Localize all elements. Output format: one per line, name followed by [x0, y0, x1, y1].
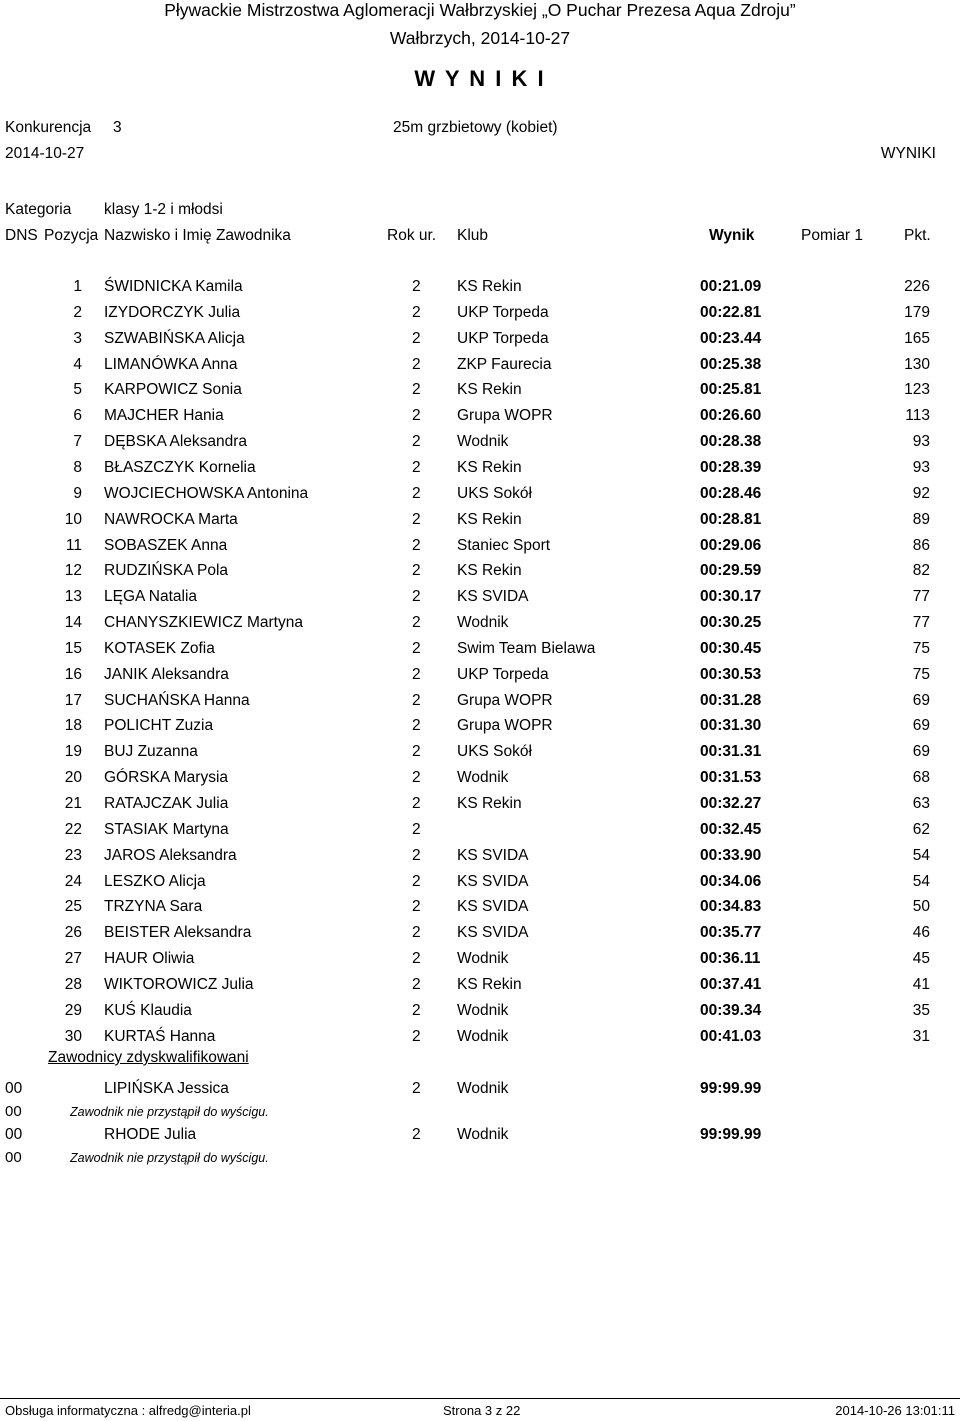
row-year: 2: [412, 329, 421, 347]
row-name: TRZYNA Sara: [104, 898, 203, 916]
row-club: Wodnik: [457, 1027, 509, 1045]
table-row: [0, 304, 960, 330]
row-result: 00:31.31: [700, 743, 762, 761]
row-year: 2: [412, 536, 421, 554]
row-name: JAROS Aleksandra: [104, 846, 237, 864]
table-row: [0, 976, 960, 1002]
dq-name: LIPIŃSKA Jessica: [104, 1080, 229, 1097]
row-club: Staniec Sport: [457, 536, 551, 554]
row-points: 54: [912, 846, 930, 864]
row-club: Wodnik: [457, 614, 509, 632]
row-name: KARPOWICZ Sonia: [104, 381, 242, 399]
dq-year: 2: [412, 1126, 421, 1143]
row-year: 2: [412, 846, 421, 864]
row-result: 00:35.77: [700, 924, 762, 942]
row-points: 54: [912, 872, 930, 890]
category-value: klasy 1-2 i młodsi: [104, 201, 223, 218]
row-year: 2: [412, 769, 421, 787]
row-position: 29: [64, 1001, 82, 1019]
row-position: 26: [64, 924, 82, 942]
row-club: ZKP Faurecia: [457, 355, 552, 373]
row-position: 14: [64, 614, 82, 632]
row-points: 89: [912, 510, 930, 528]
row-year: 2: [412, 795, 421, 812]
row-result: 00:37.41: [700, 975, 762, 993]
row-year: 2: [412, 743, 421, 761]
row-points: 179: [904, 303, 930, 321]
table-row: [0, 769, 960, 795]
row-name: KUŚ Klaudia: [104, 1001, 192, 1019]
table-row: [0, 666, 960, 692]
row-name: IZYDORCZYK Julia: [104, 303, 241, 321]
col-points: Pkt.: [904, 227, 931, 244]
row-position: 15: [64, 639, 82, 657]
row-name: RUDZIŃSKA Pola: [104, 562, 229, 580]
row-year: 2: [412, 484, 421, 502]
row-points: 86: [912, 536, 930, 554]
row-club: Swim Team Bielawa: [457, 639, 596, 657]
row-name: SZWABIŃSKA Alicja: [104, 329, 245, 347]
row-points: 62: [912, 820, 930, 838]
col-name: Nazwisko i Imię Zawodnika: [104, 227, 291, 244]
row-club: KS Rekin: [457, 562, 522, 580]
table-row: [0, 821, 960, 847]
row-result: 00:30.45: [700, 639, 762, 657]
row-points: 165: [904, 329, 930, 347]
row-result: 00:21.09: [700, 278, 762, 295]
row-position: 25: [64, 898, 82, 916]
row-result: 00:25.38: [700, 355, 762, 373]
row-name: DĘBSKA Aleksandra: [104, 433, 248, 451]
table-row: [0, 537, 960, 563]
table-row: [0, 588, 960, 614]
row-club: Wodnik: [457, 433, 509, 451]
row-position: 9: [73, 484, 82, 502]
row-result: 00:33.90: [700, 846, 762, 864]
col-dns: DNS: [5, 227, 38, 244]
row-result: 00:22.81: [700, 303, 762, 321]
table-row: [0, 511, 960, 537]
row-points: 82: [912, 562, 930, 580]
row-club: KS SVIDA: [457, 898, 529, 916]
row-points: 77: [912, 614, 930, 632]
location-date: Wałbrzych, 2014-10-27: [389, 28, 571, 48]
row-result: 00:23.44: [700, 329, 762, 347]
row-club: UKS Sokół: [457, 743, 532, 761]
row-name: SUCHAŃSKA Hanna: [104, 691, 250, 709]
table-row: [0, 381, 960, 407]
footer-divider: [0, 1398, 960, 1399]
row-position: 24: [64, 872, 82, 890]
row-points: 50: [912, 898, 930, 916]
row-result: 00:26.60: [700, 407, 762, 425]
row-name: JANIK Aleksandra: [104, 665, 229, 683]
row-club: Wodnik: [457, 1001, 509, 1019]
row-result: 00:28.38: [700, 433, 762, 451]
row-points: 35: [912, 1001, 930, 1019]
row-name: RATAJCZAK Julia: [104, 795, 229, 812]
row-position: 6: [73, 407, 82, 425]
table-row: [0, 485, 960, 511]
row-name: BŁASZCZYK Kornelia: [104, 458, 256, 476]
table-row: [0, 692, 960, 718]
row-year: 2: [412, 278, 421, 295]
row-year: 2: [412, 355, 421, 373]
row-name: HAUR Oliwia: [104, 950, 195, 968]
row-club: KS SVIDA: [457, 588, 529, 606]
row-position: 11: [65, 536, 82, 554]
row-points: 130: [904, 355, 930, 373]
row-points: 41: [912, 975, 930, 993]
row-name: WOJCIECHOWSKA Antonina: [104, 484, 309, 502]
row-year: 2: [412, 950, 421, 968]
row-club: Wodnik: [457, 950, 509, 968]
table-row: [0, 873, 960, 899]
col-result: Wynik: [709, 227, 755, 244]
table-row: [0, 356, 960, 382]
dq-note-code: 00: [5, 1103, 22, 1120]
row-position: 17: [64, 691, 82, 709]
row-result: 00:41.03: [700, 1027, 762, 1045]
row-year: 2: [412, 924, 421, 942]
row-name: LESZKO Alicja: [104, 872, 206, 890]
row-position: 3: [73, 329, 82, 347]
row-points: 31: [912, 1027, 930, 1045]
row-result: 00:28.46: [700, 484, 762, 502]
footer-credit: Obsługa informatyczna : alfredg@interia.pl: [5, 1403, 251, 1418]
row-points: 63: [912, 795, 930, 812]
row-result: 00:34.83: [700, 898, 762, 916]
row-points: 77: [912, 588, 930, 606]
row-year: 2: [412, 898, 421, 916]
dq-name: RHODE Julia: [104, 1126, 197, 1143]
table-row: [0, 717, 960, 743]
row-result: 00:30.25: [700, 614, 762, 632]
row-points: 93: [912, 433, 930, 451]
dq-code: 00: [5, 1126, 23, 1143]
row-year: 2: [412, 717, 421, 735]
row-club: Grupa WOPR: [457, 717, 553, 735]
row-club: Wodnik: [457, 769, 509, 787]
row-club: KS Rekin: [457, 381, 522, 399]
col-year: Rok ur.: [387, 227, 437, 244]
row-points: 92: [912, 484, 930, 502]
table-row: [0, 614, 960, 640]
table-row: [0, 640, 960, 666]
row-name: POLICHT Zuzia: [104, 717, 214, 735]
row-position: 10: [64, 510, 82, 528]
row-position: 19: [64, 743, 82, 761]
row-points: 123: [904, 381, 930, 399]
dq-time: 99:99.99: [700, 1080, 762, 1097]
row-position: 28: [64, 975, 82, 993]
row-club: UKP Torpeda: [457, 303, 549, 321]
row-year: 2: [412, 614, 421, 632]
row-result: 00:36.11: [700, 950, 761, 968]
row-result: 00:28.81: [700, 510, 762, 528]
dq-club: Wodnik: [457, 1126, 509, 1143]
row-year: 2: [412, 562, 421, 580]
results-title: W Y N I K I: [414, 66, 546, 91]
dq-year: 2: [412, 1080, 421, 1097]
row-position: 12: [64, 562, 82, 580]
row-position: 2: [73, 303, 82, 321]
row-club: KS Rekin: [457, 458, 522, 476]
row-position: 13: [64, 588, 82, 606]
row-points: 46: [912, 924, 930, 942]
row-position: 16: [64, 665, 82, 683]
row-result: 00:32.45: [700, 820, 762, 838]
row-year: 2: [412, 433, 421, 451]
row-position: 1: [73, 278, 82, 295]
row-points: 69: [912, 717, 930, 735]
row-name: ŚWIDNICKA Kamila: [104, 278, 243, 295]
table-row: [0, 898, 960, 924]
row-position: 27: [64, 950, 82, 968]
disqualified-heading: Zawodnicy zdyskwalifikowani: [48, 1049, 249, 1066]
row-year: 2: [412, 665, 421, 683]
table-row: [0, 433, 960, 459]
row-result: 00:30.17: [700, 588, 762, 606]
row-year: 2: [412, 975, 421, 993]
row-points: 113: [905, 407, 930, 425]
row-points: 75: [912, 639, 930, 657]
row-name: LĘGA Natalia: [104, 588, 198, 606]
row-points: 68: [912, 769, 930, 787]
table-row: [0, 330, 960, 356]
footer-page: Strona 3 z 22: [443, 1403, 521, 1418]
event-label: Konkurencja: [5, 119, 92, 136]
table-row: [0, 407, 960, 433]
row-points: 45: [912, 950, 930, 968]
row-club: KS Rekin: [457, 510, 522, 528]
row-name: BEISTER Aleksandra: [104, 924, 252, 942]
row-club: KS SVIDA: [457, 924, 529, 942]
table-row: [0, 562, 960, 588]
table-row: [0, 847, 960, 873]
row-result: 00:31.30: [700, 717, 762, 735]
row-year: 2: [412, 458, 421, 476]
row-club: Grupa WOPR: [457, 691, 553, 709]
table-row: [0, 795, 960, 821]
row-name: GÓRSKA Marysia: [104, 769, 229, 787]
row-name: KURTAŚ Hanna: [104, 1027, 216, 1045]
row-club: UKP Torpeda: [457, 665, 549, 683]
row-club: Grupa WOPR: [457, 407, 553, 425]
row-result: 00:29.06: [700, 536, 762, 554]
row-club: KS SVIDA: [457, 872, 529, 890]
row-name: CHANYSZKIEWICZ Martyna: [104, 614, 303, 632]
row-result: 00:31.28: [700, 691, 762, 709]
table-row: [0, 924, 960, 950]
row-position: 22: [64, 820, 82, 838]
col-club: Klub: [457, 227, 489, 244]
row-result: 00:29.59: [700, 562, 762, 580]
row-name: MAJCHER Hania: [104, 407, 224, 425]
row-position: 20: [64, 769, 82, 787]
row-points: 75: [912, 665, 930, 683]
row-result: 00:34.06: [700, 872, 762, 890]
row-year: 2: [412, 639, 421, 657]
dq-code: 00: [5, 1080, 23, 1097]
row-year: 2: [412, 820, 421, 838]
table-row: [0, 278, 960, 304]
table-row: [0, 1002, 960, 1028]
dq-club: Wodnik: [457, 1080, 509, 1097]
row-club: KS Rekin: [457, 975, 522, 993]
row-points: 69: [912, 691, 930, 709]
row-club: KS Rekin: [457, 278, 522, 295]
dq-note-text: Zawodnik nie przystąpił do wyścigu.: [70, 1151, 269, 1165]
row-year: 2: [412, 691, 421, 709]
row-year: 2: [412, 588, 421, 606]
dq-time: 99:99.99: [700, 1126, 762, 1143]
event-tag: WYNIKI: [880, 145, 936, 162]
row-name: WIKTOROWICZ Julia: [104, 975, 254, 993]
row-result: 00:31.53: [700, 769, 762, 787]
row-name: KOTASEK Zofia: [104, 639, 215, 657]
row-result: 00:39.34: [700, 1001, 762, 1019]
row-position: 5: [73, 381, 82, 399]
row-position: 7: [73, 433, 82, 451]
table-row: [0, 459, 960, 485]
row-name: LIMANÓWKA Anna: [104, 355, 238, 373]
row-position: 30: [64, 1027, 82, 1045]
row-points: 226: [904, 278, 930, 295]
row-result: 00:32.27: [700, 795, 762, 812]
row-position: 18: [64, 717, 82, 735]
table-row: [0, 950, 960, 976]
dq-note-code: 00: [5, 1149, 22, 1166]
row-result: 00:28.39: [700, 458, 762, 476]
footer-timestamp: 2014-10-26 13:01:11: [835, 1403, 955, 1418]
row-name: STASIAK Martyna: [104, 820, 229, 838]
row-year: 2: [412, 1001, 421, 1019]
category-label: Kategoria: [5, 201, 72, 218]
row-position: 4: [73, 355, 82, 373]
event-number: 3: [113, 119, 122, 136]
col-position: Pozycja: [44, 227, 99, 244]
row-club: KS SVIDA: [457, 846, 529, 864]
row-year: 2: [412, 381, 421, 399]
row-points: 93: [912, 458, 930, 476]
document-title: Pływackie Mistrzostwa Aglomeracji Wałbrzyskiej „O Puchar Prezesa Aqua Zdroju”: [164, 0, 796, 20]
row-year: 2: [412, 510, 421, 528]
row-position: 23: [64, 846, 82, 864]
row-year: 2: [412, 872, 421, 890]
event-name: 25m grzbietowy (kobiet): [393, 119, 558, 136]
row-name: SOBASZEK Anna: [104, 536, 228, 554]
row-club: UKP Torpeda: [457, 329, 549, 347]
col-split: Pomiar 1: [801, 227, 864, 244]
row-name: NAWROCKA Marta: [104, 510, 238, 528]
row-position: 8: [73, 458, 82, 476]
row-year: 2: [412, 407, 421, 425]
row-result: 00:25.81: [700, 381, 762, 399]
row-club: UKS Sokół: [457, 484, 532, 502]
row-result: 00:30.53: [700, 665, 762, 683]
table-row: [0, 743, 960, 769]
row-club: KS Rekin: [457, 795, 522, 812]
row-position: 21: [64, 795, 82, 812]
row-points: 69: [912, 743, 930, 761]
row-year: 2: [412, 303, 421, 321]
row-year: 2: [412, 1027, 421, 1045]
event-date: 2014-10-27: [5, 145, 85, 162]
dq-note-text: Zawodnik nie przystąpił do wyścigu.: [70, 1105, 269, 1119]
row-name: BUJ Zuzanna: [104, 743, 198, 761]
